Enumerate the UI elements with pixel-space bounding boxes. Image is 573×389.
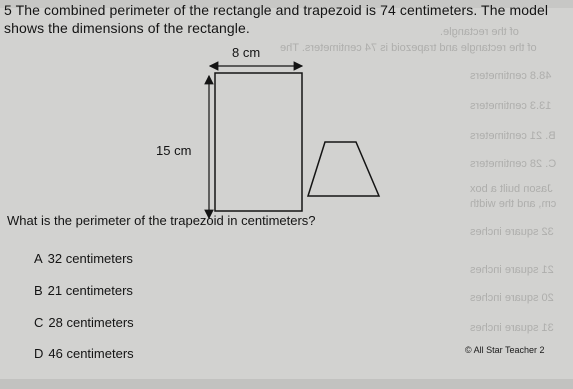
bleed-through-line: Jason built a box	[470, 183, 553, 195]
choice-letter: A	[34, 251, 43, 266]
question-text	[4, 1, 570, 37]
trapezoid-shape	[308, 142, 379, 196]
choice-text: 46 centimeters	[48, 346, 134, 361]
height-label: 15 cm	[156, 143, 192, 158]
bleed-through-line: of the rectangle.	[440, 26, 519, 38]
choice-text: 32 centimeters	[47, 251, 133, 266]
bleed-through-line: 20 square inches	[470, 292, 554, 304]
choice-letter: B	[34, 283, 43, 298]
prompt-text: What is the perimeter of the trapezoid in centimeters?	[7, 213, 316, 228]
bleed-through-line: B. 21 centimeters	[470, 130, 556, 142]
bleed-through-line: 32 square inches	[470, 226, 554, 238]
bleed-through-line: 31 square inches	[470, 322, 554, 334]
bleed-through-line: of the rectangle and trapezoid is 74 centimeters. The	[280, 42, 537, 54]
bleed-through-line: cm, and the width	[470, 198, 557, 210]
width-label: 8 cm	[232, 45, 261, 60]
rectangle-shape	[215, 73, 302, 211]
question-number: 5	[4, 2, 12, 18]
choice-letter: C	[34, 315, 44, 330]
bleed-through-line: 13.3 centimeters	[470, 100, 552, 112]
bleed-through-line: C. 28 centimeters	[470, 158, 557, 170]
choice-c[interactable]	[34, 315, 134, 330]
credit-text: © All Star Teacher 2	[465, 345, 545, 355]
bottom-band	[0, 379, 573, 389]
question-body: The combined perimeter of the rectangle and trapezoid is 74 centimeters. The model shows the dimensions of the rectangle.	[4, 2, 549, 36]
choice-a[interactable]	[34, 251, 133, 266]
bleed-through-line: 21 square inches	[470, 264, 554, 276]
choice-text: 21 centimeters	[47, 283, 133, 298]
choice-text: 28 centimeters	[48, 315, 134, 330]
choice-b[interactable]	[34, 283, 133, 298]
choice-d[interactable]	[34, 346, 134, 361]
choice-letter: D	[34, 346, 44, 361]
bleed-through-line: 48.8 centimeters	[470, 70, 552, 82]
